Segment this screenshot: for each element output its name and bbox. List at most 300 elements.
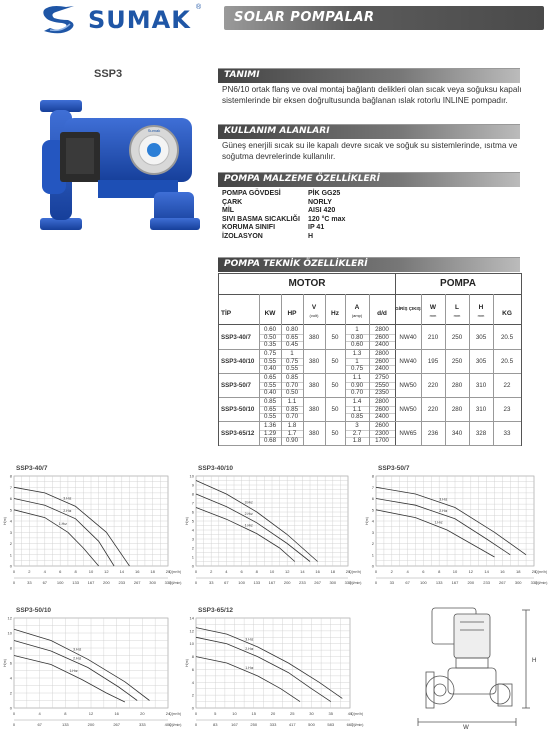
x-tick-label: 35 (328, 711, 333, 716)
material-row: İZOLASYON H (222, 232, 314, 240)
spec-cell-a: 0.85 (350, 413, 364, 421)
spec-cell-dd: 2400 (375, 365, 389, 373)
section-kullanim-title: KULLANIM ALANLARI (224, 126, 330, 136)
x2-tick-label: 67 (405, 580, 410, 585)
x-tick-label: 4 (406, 569, 409, 574)
tanimi-text: PN6/10 ortak flanş ve oval montaj bağlantı delikleri olan sıcak veya soğuksu kapalı sistemlerinde bir eksen doğrultusunda bağlanan ıslak rotorlu INLINE pompadır. (222, 85, 522, 105)
chart-title: SSP3-40/10 (198, 465, 234, 472)
x-tick-label: 14 (300, 569, 305, 574)
x2-tick-label: 133 (72, 580, 79, 585)
x-tick-label: 12 (104, 569, 109, 574)
series-label: 3.Hız (244, 500, 253, 505)
spec-row-tip: SSP3-40/7 (221, 334, 251, 341)
x2-tick-label: 167 (231, 722, 238, 727)
x2-axis-label: Q(l/min) (535, 581, 548, 585)
x2-tick-label: 167 (268, 580, 276, 585)
spec-cell-v: 380 (308, 406, 320, 413)
y-tick-label: 2 (9, 690, 12, 696)
th-hp: HP (287, 310, 297, 317)
th-hz: Hz (331, 310, 339, 317)
spec-cell-dd: 2750 (375, 374, 389, 381)
x2-tick-label: 333 (344, 580, 352, 585)
x2-tick-label: 233 (299, 580, 306, 585)
x2-tick-label: 100 (238, 580, 245, 585)
spec-cell-hz: 50 (331, 358, 339, 365)
x-axis-label: Q(m³/h) (351, 712, 364, 716)
x2-tick-label: 33 (27, 580, 32, 585)
spec-cell-kw: 0.55 (263, 357, 277, 365)
th-h-unit: mm (477, 313, 485, 318)
x2-tick-label: 333 (530, 580, 538, 585)
dim-h-label: H (532, 658, 537, 664)
registered-mark: ® (196, 4, 202, 11)
spec-cell-hp: 0.70 (285, 381, 299, 389)
x-tick-label: 25 (290, 711, 295, 716)
y-tick-label: 6 (191, 666, 194, 672)
x2-tick-label: 200 (467, 580, 475, 585)
spec-cell-kw: 0.65 (263, 405, 277, 413)
x-tick-label: 16 (134, 569, 140, 574)
y-axis-label: H(m) (3, 659, 7, 667)
spec-cell-giris: NW50 (399, 382, 417, 389)
x-axis-label: Q(m³/h) (349, 570, 362, 574)
y-tick-label: 0 (9, 563, 12, 569)
x2-tick-label: 500 (308, 722, 315, 727)
th-kw: KW (264, 310, 276, 317)
x-tick-label: 15 (251, 711, 256, 716)
x2-tick-label: 200 (103, 580, 110, 585)
series-line (196, 494, 310, 562)
x-tick-label: 8 (255, 569, 258, 574)
y-tick-label: 4 (371, 518, 374, 524)
x2-tick-label: 583 (327, 722, 335, 727)
x-tick-label: 10 (88, 569, 94, 574)
th-v-unit: (volt) (309, 313, 319, 318)
spec-cell-kg: 33 (503, 430, 511, 437)
spec-cell-hz: 50 (331, 334, 339, 341)
x2-tick-label: 300 (329, 580, 337, 585)
x-tick-label: 20 (345, 569, 351, 574)
x-tick-label: 18 (330, 569, 336, 574)
spec-cell-kw: 0.35 (263, 341, 277, 349)
x2-tick-label: 100 (420, 580, 427, 585)
spec-cell-w: 210 (427, 334, 439, 341)
spec-cell-hp: 0.80 (285, 326, 299, 333)
x-tick-label: 5 (214, 711, 217, 716)
y-tick-label: 2 (191, 545, 194, 551)
spec-cell-hp: 1.7 (287, 429, 297, 437)
spec-cell-a: 1.1 (352, 374, 362, 381)
y-tick-label: 14 (189, 615, 194, 621)
y-tick-label: 2 (371, 541, 374, 546)
spec-cell-dd: 2350 (375, 389, 389, 397)
spec-cell-dd: 2600 (375, 357, 389, 365)
spec-cell-giris: NW40 (399, 358, 417, 365)
spec-cell-kw: 0.60 (263, 326, 277, 333)
series-line (14, 656, 125, 703)
section-teknik (218, 257, 520, 272)
spec-cell-giris: NW65 (399, 430, 417, 437)
pump-brand-label: Sumak (147, 128, 161, 133)
spec-cell-dd: 2800 (375, 398, 389, 405)
brand-name: SUMAK (88, 6, 191, 34)
x-tick-label: 18 (150, 569, 155, 574)
y-tick-label: 4 (191, 527, 194, 533)
x-tick-label: 16 (500, 569, 505, 574)
th-h: H (478, 304, 484, 311)
x-tick-label: 20 (270, 711, 276, 716)
spec-cell-dd: 1700 (375, 437, 389, 445)
x2-tick-label: 167 (87, 580, 95, 585)
section-teknik-title: POMPA TEKNİK ÖZELLİKLERİ (224, 259, 368, 269)
spec-cell-giris: NW40 (399, 334, 417, 341)
spec-cell-a: 1.8 (352, 437, 362, 445)
x-tick-label: 6 (59, 569, 62, 574)
y-tick-label: 7 (191, 500, 194, 506)
spec-cell-h: 310 (475, 382, 487, 389)
dim-w-label: W (463, 725, 469, 730)
section-kullanim (218, 124, 520, 139)
x-tick-label: 14 (119, 569, 125, 574)
pump-curve-chart (364, 462, 548, 594)
x2-tick-label: 233 (118, 580, 126, 585)
y-tick-label: 3 (191, 536, 194, 542)
material-row: ÇARK NORLY (222, 198, 332, 206)
y-tick-label: 0 (191, 563, 194, 569)
section-malzeme (218, 172, 520, 187)
spec-cell-kw: 1.36 (263, 422, 277, 429)
spec-cell-v: 380 (308, 382, 320, 389)
x2-axis-label: Q(l/min) (351, 723, 364, 727)
spec-cell-giris: NW50 (399, 406, 417, 413)
spec-cell-kg: 23 (503, 406, 511, 413)
spec-row-tip: SSP3-50/10 (221, 406, 255, 413)
spec-table (218, 273, 522, 446)
x-tick-label: 0 (194, 711, 198, 716)
spec-cell-dd: 2600 (375, 405, 389, 413)
x-axis-label: Q(m³/h) (169, 570, 182, 574)
spec-cell-hp: 0.70 (285, 413, 299, 421)
x-tick-label: 2 (28, 569, 31, 574)
spec-cell-kw: 0.75 (263, 350, 277, 357)
x2-tick-label: 417 (288, 722, 296, 727)
spec-cell-l: 340 (451, 430, 463, 437)
spec-cell-a: 1.1 (352, 405, 362, 413)
x-tick-label: 10 (232, 711, 237, 716)
x-tick-label: 20 (140, 711, 145, 716)
x2-tick-label: 133 (435, 580, 443, 585)
spec-cell-kw: 0.50 (263, 333, 277, 341)
x-tick-label: 12 (468, 569, 474, 574)
y-tick-label: 2 (191, 692, 194, 698)
spec-cell-kw: 0.65 (263, 374, 277, 381)
y-tick-label: 5 (9, 507, 12, 513)
x-tick-label: 8 (74, 569, 77, 574)
y-axis-label: H(m) (185, 517, 189, 525)
th-kg: KG (502, 310, 512, 317)
spec-row-tip: SSP3-50/7 (221, 382, 251, 389)
x2-tick-label: 300 (149, 580, 156, 585)
spec-cell-hp: 0.90 (285, 437, 299, 445)
x-tick-label: 40 (347, 711, 353, 716)
th-a: A (354, 304, 360, 311)
x-tick-label: 2 (390, 569, 393, 574)
x2-tick-label: 200 (87, 722, 95, 727)
section-tanimi (218, 68, 520, 83)
spec-cell-kg: 20.5 (500, 334, 514, 341)
spec-cell-hp: 0.85 (285, 405, 299, 413)
spec-cell-hz: 50 (331, 406, 339, 413)
series-label: 1.Hız (245, 666, 254, 671)
y-tick-label: 6 (191, 509, 194, 515)
x-tick-label: 6 (422, 569, 425, 574)
spec-cell-a: 0.80 (350, 333, 364, 341)
x2-tick-label: 167 (451, 580, 459, 585)
th-v: V (311, 304, 317, 311)
x-tick-label: 8 (438, 569, 441, 574)
spec-cell-w: 236 (427, 430, 439, 437)
x-tick-label: 0 (12, 569, 16, 574)
x2-axis-label: Q(l/min) (169, 581, 182, 585)
section-malzeme-title: POMPA MALZEME ÖZELLİKLERİ (224, 174, 380, 184)
chart-title: SSP3-50/10 (16, 607, 52, 614)
motor-group-header: MOTOR (288, 278, 326, 289)
spec-cell-a: 3 (355, 422, 359, 429)
x2-tick-label: 0 (194, 580, 198, 585)
category-title: SOLAR POMPALAR (234, 10, 375, 25)
x-tick-label: 0 (12, 711, 16, 716)
spec-cell-hp: 1 (290, 350, 294, 357)
x2-tick-label: 0 (12, 722, 16, 727)
series-label: 1.Hız (69, 669, 78, 673)
materials-list (222, 190, 345, 241)
x2-tick-label: 0 (12, 580, 16, 585)
spec-cell-h: 305 (475, 334, 487, 341)
th-giris: GİRİŞ ÇIKIŞ (395, 306, 421, 311)
series-label: 2.Hız (244, 511, 253, 516)
y-tick-label: 12 (7, 615, 12, 621)
page-header (0, 0, 551, 38)
y-tick-label: 4 (9, 518, 12, 524)
th-tip: TİP (221, 310, 232, 317)
material-row: POMPA GÖVDESİ PİK GG25 (222, 190, 341, 197)
spec-cell-kw: 0.40 (263, 365, 277, 373)
th-dd: d/d (377, 310, 387, 317)
x2-tick-label: 0 (194, 722, 198, 727)
x-tick-label: 12 (284, 569, 290, 574)
y-tick-label: 6 (9, 496, 12, 501)
x2-tick-label: 33 (389, 580, 395, 585)
x-axis-label: Q(m³/h) (169, 712, 182, 716)
x2-tick-label: 333 (164, 580, 172, 585)
series-label: 1.Hız (244, 523, 253, 528)
series-label: 1.Hız (434, 520, 443, 525)
spec-cell-dd: 2300 (375, 429, 389, 437)
spec-cell-hp: 0.75 (285, 357, 299, 365)
y-tick-label: 4 (191, 679, 194, 685)
x2-tick-label: 333 (269, 722, 277, 727)
y-tick-label: 1 (9, 552, 12, 558)
spec-cell-dd: 2400 (375, 341, 389, 349)
x2-tick-label: 0 (374, 580, 378, 585)
spec-cell-v: 380 (308, 358, 320, 365)
spec-cell-hp: 0.85 (285, 374, 299, 381)
spec-cell-a: 1.4 (352, 398, 362, 405)
series-label: 1.Hız (58, 521, 67, 526)
x2-tick-label: 400 (164, 722, 172, 727)
spec-cell-h: 305 (475, 358, 487, 365)
x-tick-label: 14 (484, 569, 489, 574)
spec-cell-kw: 0.55 (263, 381, 277, 389)
y-tick-label: 10 (7, 630, 12, 636)
series-label: 2.Hız (439, 508, 448, 513)
spec-row-tip: SSP3-65/12 (221, 430, 255, 437)
pump-curve-chart (184, 462, 362, 594)
spec-cell-l: 250 (451, 358, 463, 365)
x2-tick-label: 83 (213, 722, 218, 727)
y-tick-label: 5 (371, 507, 374, 513)
sumak-logo-icon (40, 4, 80, 34)
x2-tick-label: 67 (42, 580, 48, 585)
spec-cell-dd: 2400 (375, 413, 389, 421)
y-tick-label: 3 (371, 529, 374, 535)
series-label: 2.Hız (63, 508, 72, 513)
y-tick-label: 3 (9, 529, 12, 535)
spec-cell-w: 220 (427, 382, 439, 389)
y-tick-label: 8 (191, 654, 194, 660)
spec-cell-v: 380 (308, 334, 320, 341)
chart-title: SSP3-50/7 (378, 465, 410, 472)
pompa-group-header: POMPA (440, 278, 476, 289)
x-tick-label: 16 (315, 569, 320, 574)
category-banner (224, 6, 544, 30)
spec-cell-kg: 22 (503, 382, 511, 389)
spec-cell-hp: 0.65 (285, 333, 299, 341)
x-tick-label: 24 (165, 711, 171, 716)
y-tick-label: 8 (191, 491, 194, 497)
y-axis-label: H(m) (365, 517, 369, 525)
kullanim-text: Güneş enerjili sıcak su ile kapalı devre sıcak ve soğuk su sistemlerinde, ısıtma ve soğutma devrelerinde kullanılır. (222, 141, 518, 161)
material-row: MİL AISI 420 (222, 207, 336, 214)
spec-cell-dd: 2800 (375, 350, 389, 357)
x-tick-label: 10 (269, 569, 275, 574)
x2-tick-label: 133 (253, 580, 261, 585)
spec-cell-hp: 0.55 (285, 365, 299, 373)
y-axis-label: H(m) (3, 517, 7, 525)
y-tick-label: 8 (9, 645, 12, 651)
x-tick-label: 8 (64, 711, 67, 716)
pump-curve-chart (2, 462, 182, 594)
y-tick-label: 2 (9, 541, 12, 546)
x-tick-label: 0 (374, 569, 378, 574)
y-tick-label: 5 (191, 518, 194, 524)
y-tick-label: 10 (189, 641, 194, 647)
spec-cell-a: 0.75 (350, 365, 364, 373)
spec-cell-v: 380 (308, 430, 320, 437)
spec-cell-hp: 0.50 (285, 389, 299, 397)
spec-cell-dd: 2600 (375, 422, 389, 429)
x2-axis-label: Q(l/min) (169, 723, 182, 727)
x-tick-label: 6 (240, 569, 243, 574)
x-tick-label: 20 (165, 569, 171, 574)
y-tick-label: 9 (191, 482, 194, 488)
y-tick-label: 8 (9, 473, 12, 479)
spec-cell-dd: 2800 (375, 326, 389, 333)
y-tick-label: 7 (9, 484, 12, 490)
x2-tick-label: 200 (283, 580, 291, 585)
x2-tick-label: 333 (138, 722, 146, 727)
spec-cell-kw: 0.85 (263, 398, 277, 405)
spec-cell-l: 250 (451, 334, 463, 341)
spec-cell-l: 280 (451, 382, 463, 389)
x-tick-label: 4 (43, 569, 46, 574)
spec-row-tip: SSP3-40/10 (221, 358, 255, 365)
series-label: 3.Hız (63, 496, 72, 501)
pump-curve-chart (184, 604, 364, 736)
x2-tick-label: 100 (56, 580, 64, 585)
x2-tick-label: 267 (499, 580, 506, 585)
x-tick-label: 4 (38, 711, 41, 716)
y-tick-label: 0 (371, 563, 374, 569)
pump-curve-chart (2, 604, 182, 736)
y-tick-label: 6 (371, 496, 374, 501)
spec-cell-hz: 50 (331, 430, 339, 437)
spec-cell-l: 280 (451, 406, 463, 413)
spec-cell-kw: 0.68 (263, 437, 277, 445)
series-label: 2.Hız (245, 646, 254, 651)
spec-cell-a: 2.7 (352, 429, 362, 437)
x-tick-label: 30 (309, 711, 314, 716)
spec-cell-w: 195 (427, 358, 439, 365)
spec-cell-hp: 0.45 (285, 341, 299, 349)
x2-tick-label: 33 (208, 580, 214, 585)
x-tick-label: 20 (531, 569, 537, 574)
x2-tick-label: 300 (514, 580, 522, 585)
spec-cell-h: 328 (475, 430, 487, 437)
x-tick-label: 2 (210, 569, 213, 574)
x-axis-label: Q(m³/h) (535, 570, 548, 574)
spec-cell-kg: 20.5 (500, 358, 514, 365)
x-tick-label: 18 (515, 569, 521, 574)
spec-cell-hz: 50 (331, 382, 339, 389)
y-tick-label: 7 (371, 484, 374, 490)
y-tick-label: 1 (371, 552, 374, 558)
spec-cell-dd: 2600 (375, 333, 389, 341)
spec-cell-kw: 0.40 (263, 389, 277, 397)
spec-cell-dd: 2550 (375, 381, 389, 389)
spec-cell-hp: 1.1 (287, 398, 297, 405)
x2-tick-label: 67 (37, 722, 42, 727)
spec-cell-a: 1 (355, 357, 359, 365)
x2-tick-label: 233 (483, 580, 490, 585)
th-w-unit: mm (429, 313, 437, 318)
spec-cell-a: 0.90 (350, 381, 364, 389)
spec-cell-kw: 0.55 (263, 413, 277, 421)
chart-title: SSP3-65/12 (198, 607, 234, 614)
th-l: L (455, 304, 459, 311)
th-a-unit: (amp) (351, 313, 363, 318)
y-tick-label: 12 (189, 628, 194, 634)
x2-axis-label: Q(l/min) (349, 581, 362, 585)
series-label: 2.Hız (73, 656, 82, 661)
y-tick-label: 0 (191, 705, 194, 711)
dimension-drawing (398, 600, 548, 730)
model-name: SSP3 (94, 68, 123, 80)
series-label: 3.Hız (439, 497, 448, 502)
x2-tick-label: 133 (61, 722, 69, 727)
material-row: KORUMA SINIFI IP 41 (222, 224, 325, 231)
spec-cell-a: 0.60 (350, 341, 364, 349)
